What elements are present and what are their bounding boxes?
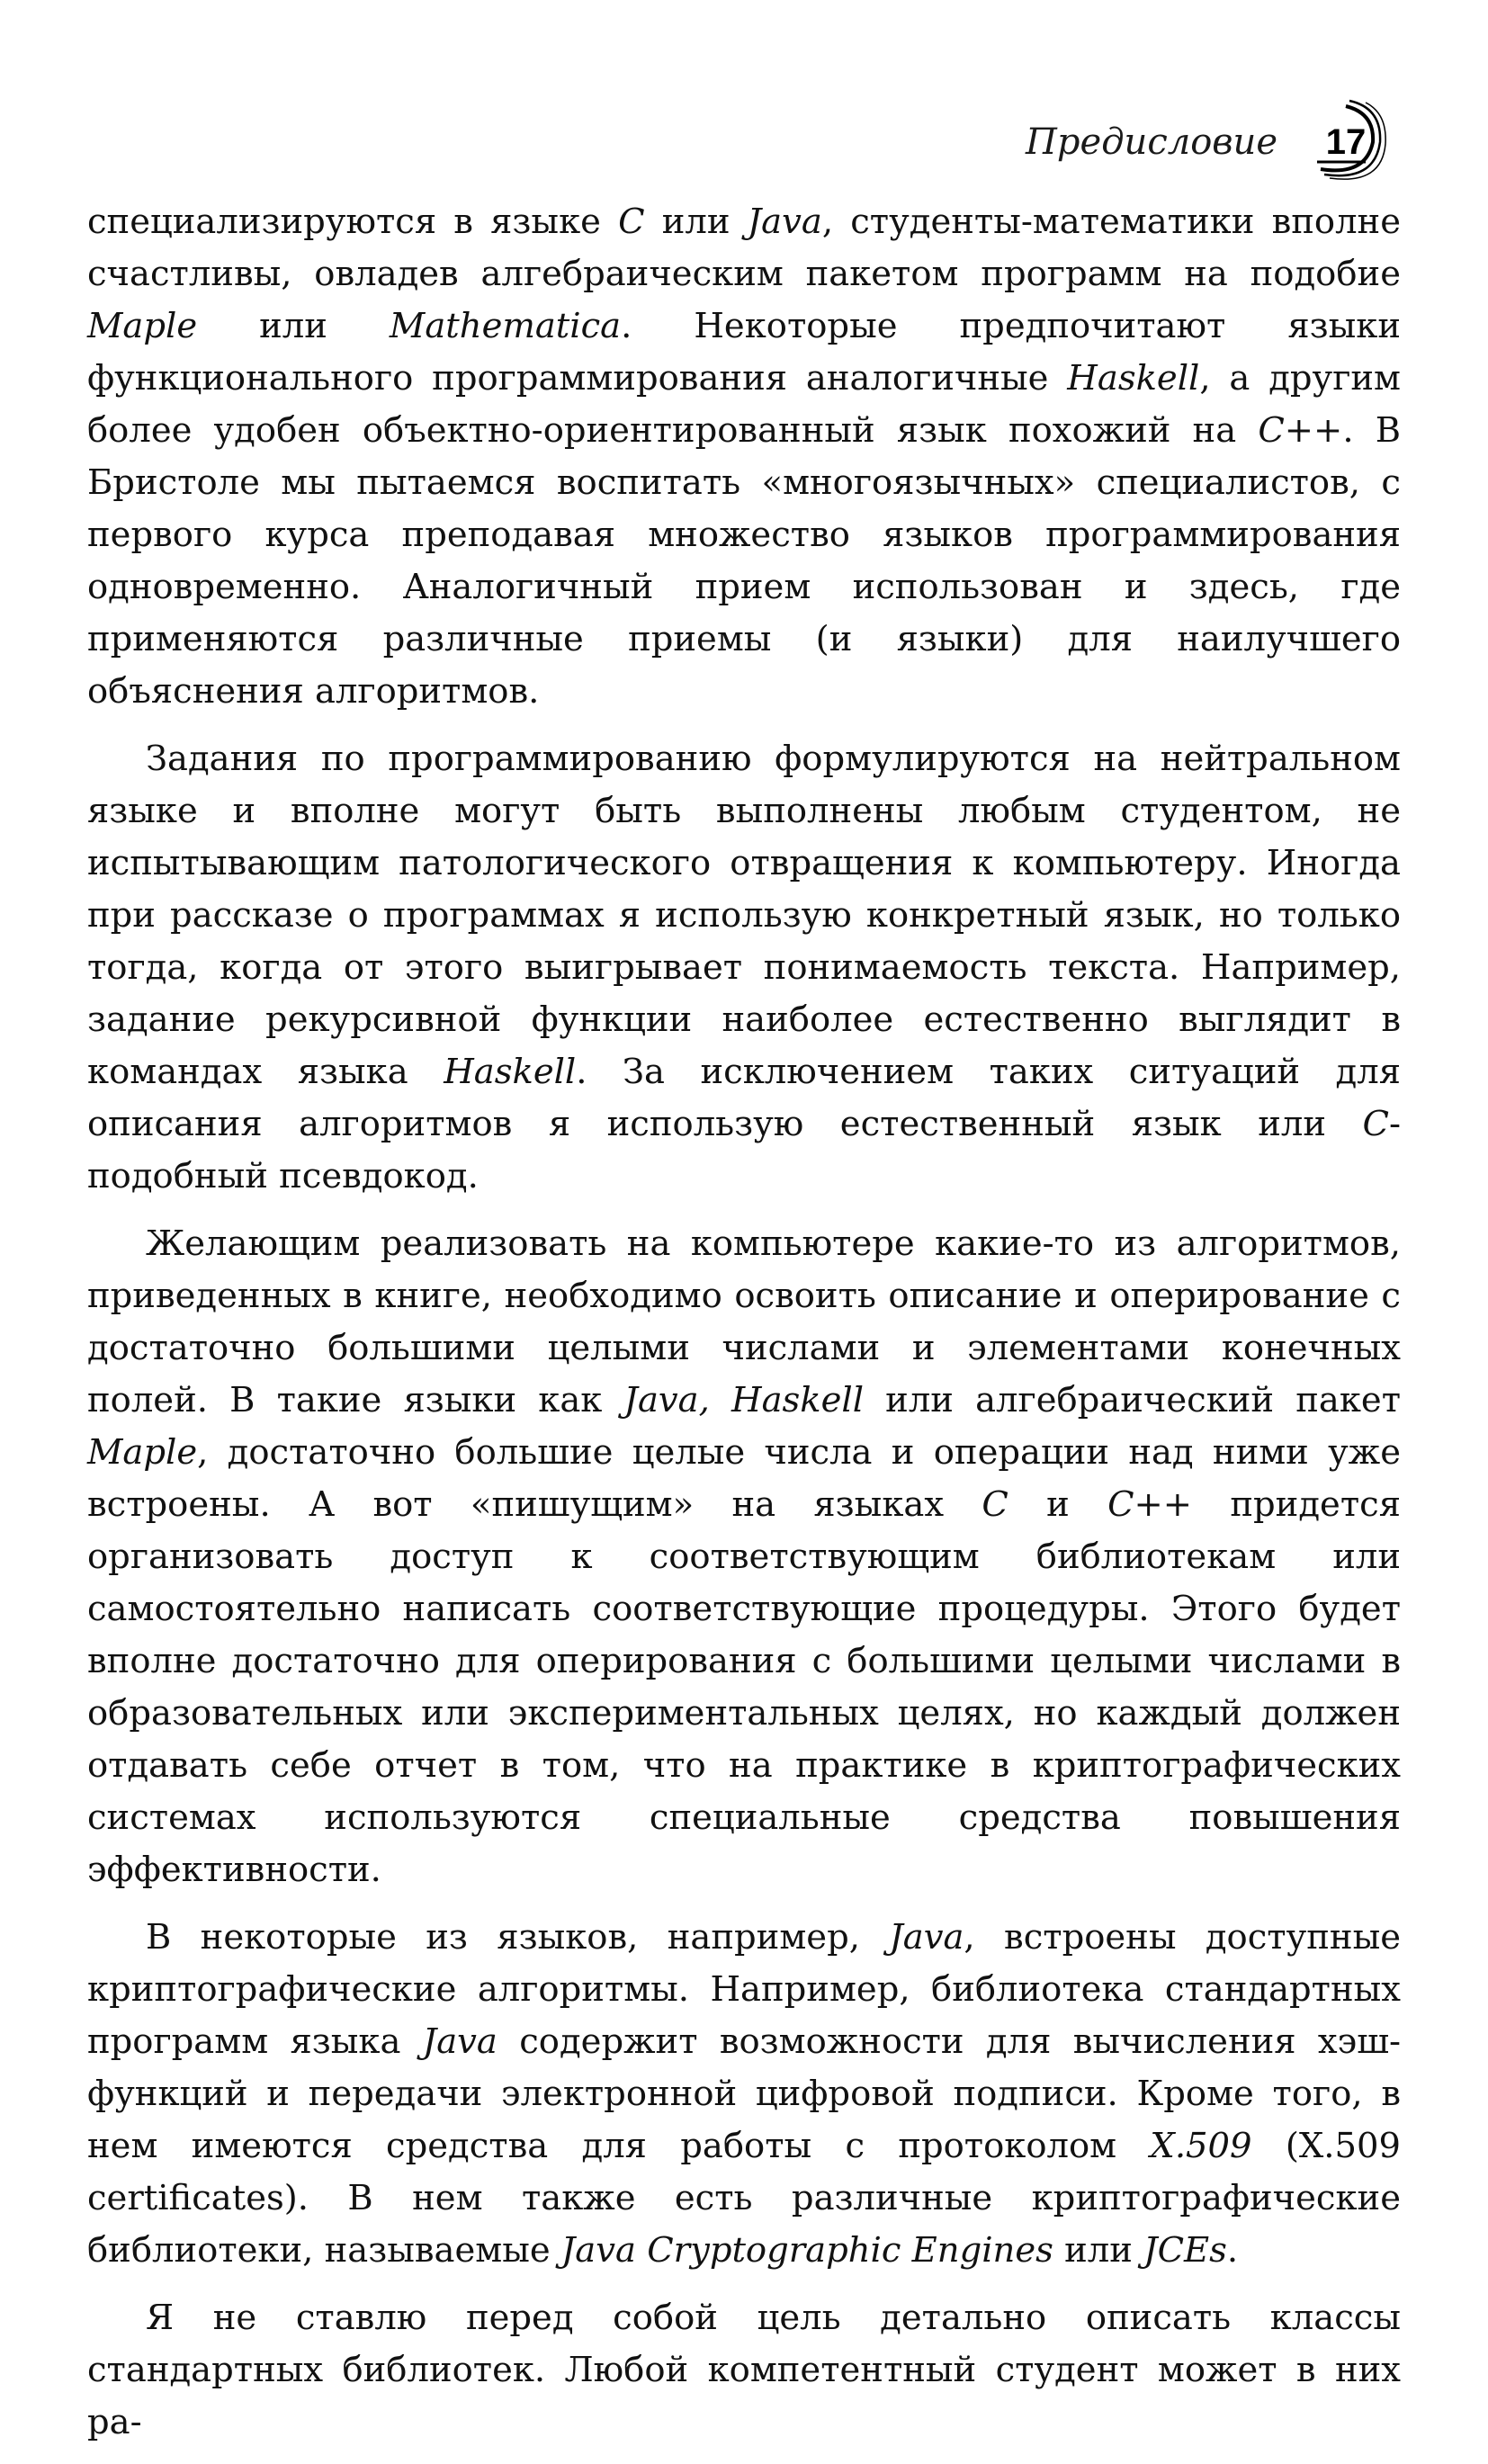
paragraph — [87, 2292, 1401, 2449]
italic-term: C++ — [1107, 1484, 1193, 1525]
chapter-title: Предисловие — [1026, 121, 1277, 163]
text-run: содержит возможности для вычисления хэш-функций и передачи электронной цифровой подписи. Кроме того, в нем имеются средства для работы с протоколом — [87, 2021, 1401, 2166]
page-number: 17 — [1325, 121, 1367, 162]
paragraph — [87, 196, 1401, 718]
text-run: Задания по программированию формулируются на нейтральном языке и вполне могут быть выполнены любым студентом, не испытывающим патологического отвращения к компьютеру. Иногда при рассказе о программах я использую конкретный язык, но только тогда, когда от этого выигрывает понимаемость текста. Например, задание рекурсивной функции наиболее естественно выглядит в командах языка — [87, 739, 1401, 1092]
text-run: , а другим более удобен объектно-ориентированный язык похожий на — [87, 358, 1401, 451]
italic-term: Java — [422, 2021, 497, 2062]
text-run: или — [644, 202, 748, 242]
text-run: . Некоторые предпочитают языки функционального программирования аналогичные — [87, 306, 1401, 399]
paragraph — [87, 1912, 1401, 2277]
text-run: , встроены доступные криптографические алгоритмы. Например, библиотека стандартных программ языка — [87, 1917, 1401, 2062]
text-run: , студенты-математики вполне счастливы, овладев алгебраическим пакетом программ на подобие — [87, 202, 1401, 294]
italic-term: Mathematica — [389, 306, 622, 346]
text-run: или — [197, 306, 390, 346]
italic-term: Haskell — [444, 1052, 577, 1092]
italic-term: Java, Haskell — [623, 1380, 865, 1420]
text-run: придется организовать доступ к соответствующим библиотекам или самостоятельно написать соответствующие процедуры. Этого будет вполне достаточно для оперирования с большими целыми числами в образовательных или экспериментальных целях, но каждый должен отдавать себе отчет в том, что на практике в криптографических системах используются специальные средства повышения эффективности. — [87, 1484, 1401, 1890]
italic-term: C — [982, 1484, 1008, 1525]
text-run: специализируются в языке — [87, 202, 619, 242]
text-run: Желающим реализовать на компьютере какие-то из алгоритмов, приведенных в книге, необходимо освоить описание и оперирование с достаточно большими целыми числами и элементами конечных полей. В такие языки как — [87, 1223, 1401, 1420]
text-run: (X.509 certificates). В нем также есть различные криптографические библиотеки, называемые — [87, 2126, 1401, 2271]
text-run: или алгебраический пакет — [864, 1380, 1402, 1420]
italic-term: C — [618, 202, 645, 242]
italic-term: Java Cryptographic Engines — [560, 2230, 1053, 2271]
italic-term: Haskell — [1067, 358, 1200, 399]
text-run: или — [1053, 2230, 1144, 2271]
italic-term: Java — [747, 202, 822, 242]
paragraph — [87, 733, 1401, 1203]
text-run: . В Бристоле мы пытаемся воспитать «многоязычных» специалистов, с первого курса преподавая множество языков программирования одновременно. Аналогичный прием использован и здесь, где применяются различные приемы (и языки) для наилучшего объяснения алгоритмов. — [87, 410, 1401, 712]
text-run: и — [1008, 1484, 1108, 1525]
italic-term: Java — [889, 1917, 964, 1958]
text-run: В некоторые из языков, например, — [146, 1917, 890, 1958]
page-number-badge — [1303, 99, 1389, 185]
text-run: , достаточно большие целые числа и операции над ними уже встроены. А вот «пишущим» на языках — [87, 1432, 1401, 1525]
italic-term: Maple — [87, 1432, 198, 1473]
running-head — [1026, 99, 1389, 185]
text-run: . За исключением таких ситуаций для описания алгоритмов я использую естественный язык или — [87, 1052, 1402, 1144]
italic-term: Maple — [87, 306, 198, 346]
paragraph — [87, 1218, 1401, 1896]
italic-term: JCEs — [1143, 2230, 1227, 2271]
italic-term: C++ — [1258, 410, 1343, 451]
text-run: -подобный псевдокод. — [87, 1104, 1401, 1196]
body-text — [87, 196, 1401, 2464]
italic-term: X.509 — [1150, 2126, 1252, 2166]
text-run: . — [1226, 2230, 1239, 2271]
text-run: Я не ставлю перед собой цель детально описать классы стандартных библиотек. Любой компетентный студент может в них ра- — [87, 2298, 1401, 2442]
italic-term: C — [1362, 1104, 1389, 1144]
